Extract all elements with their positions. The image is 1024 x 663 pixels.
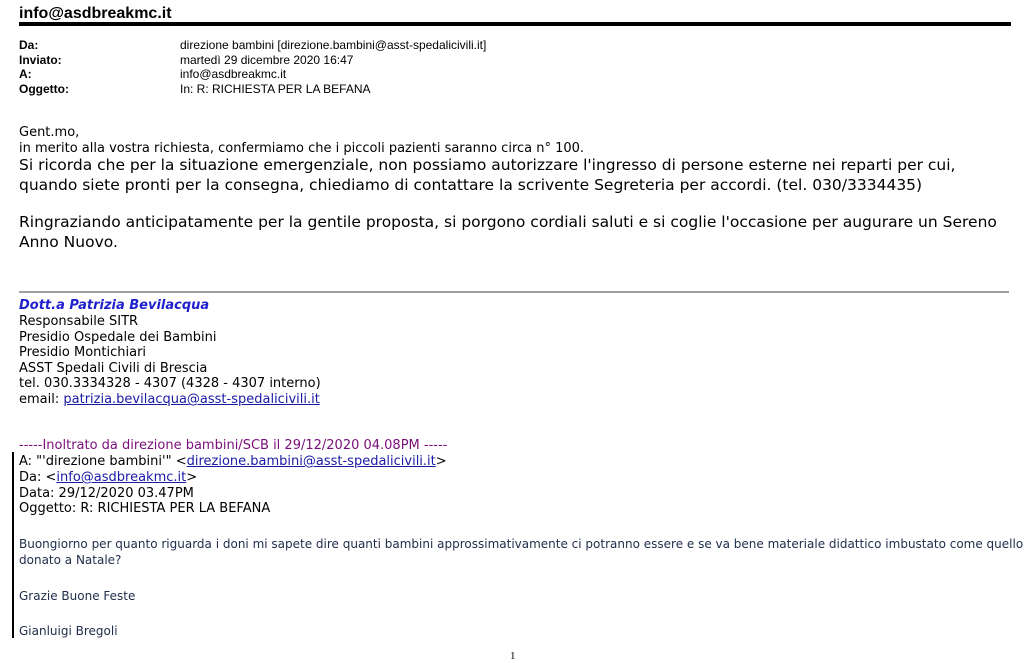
to-value: info@asdbreakmc.it [180, 67, 287, 81]
forward-to-row [19, 454, 447, 469]
forward-from-prefix: Da: < [19, 470, 57, 485]
body-line-5: Anno Nuovo. [19, 233, 118, 251]
signature-line-4: ASST Spedali Civili di Brescia [19, 361, 208, 376]
signature-email-row [19, 392, 320, 407]
quoted-sender: Gianluigi Bregoli [19, 624, 118, 638]
forward-subject: Oggetto: R: RICHIESTA PER LA BEFANA [19, 501, 271, 516]
forward-to-suffix: > [435, 454, 447, 469]
sent-value: martedì 29 dicembre 2020 16:47 [180, 53, 354, 67]
forward-from-email-link[interactable]: info@asdbreakmc.it [56, 470, 187, 485]
signature-name: Dott.a Patrizia Bevilacqua [19, 298, 210, 313]
mailbox-title: info@asdbreakmc.it [19, 5, 172, 22]
from-label: Da: [19, 38, 39, 52]
signature-email-link[interactable]: patrizia.bevilacqua@asst-spedalicivili.it [63, 392, 320, 407]
signature-tel: tel. 030.3334328 - 4307 (4328 - 4307 interno) [19, 376, 321, 391]
quoted-message-line-2: donato a Natale? [19, 553, 122, 567]
body-line-4: Ringraziando anticipatamente per la gentile proposta, si porgono cordiali saluti e si coglie l'occasione per augurare un Sereno [19, 213, 997, 231]
signature-email-label: email: [19, 392, 64, 407]
signature-line-3: Presidio Montichiari [19, 345, 147, 360]
signature-line-2: Presidio Ospedale dei Bambini [19, 330, 217, 345]
forward-to-email-link[interactable]: direzione.bambini@asst-spedalicivili.it [186, 454, 436, 469]
sent-label: Inviato: [19, 53, 62, 67]
page-number: 1 [510, 650, 516, 662]
greeting: Gent.mo, [19, 125, 80, 140]
subject-value: In: R: RICHIESTA PER LA BEFANA [180, 82, 371, 96]
quoted-message-line-1: Buongiorno per quanto riguarda i doni mi sapete dire quanti bambini approssimativamente ci potranno essere e se va bene materiale didattico imbustato come quello [19, 537, 1024, 551]
forward-date: Data: 29/12/2020 03.47PM [19, 486, 194, 501]
signature-role: Responsabile SITR [19, 314, 139, 329]
quoted-closing: Grazie Buone Feste [19, 589, 136, 603]
forward-banner: -----Inoltrato da direzione bambini/SCB il 29/12/2020 04.08PM ----- [19, 438, 448, 453]
signature-divider [19, 291, 1009, 293]
body-line-1: in merito alla vostra richiesta, confermiamo che i piccoli pazienti saranno circa n° 100. [19, 141, 585, 156]
forward-to-prefix: A: "'direzione bambini'" < [19, 454, 187, 469]
body-line-3: quando siete pronti per la consegna, chiediamo di contattare la scrivente Segreteria per accordi. (tel. 030/3334435) [19, 176, 923, 194]
quote-bar [12, 452, 14, 638]
body-line-2: Si ricorda che per la situazione emergenziale, non possiamo autorizzare l'ingresso di persone esterne nei reparti per cui, [19, 156, 956, 174]
header-rule [19, 22, 1011, 26]
subject-label: Oggetto: [19, 82, 69, 96]
forward-from-row [19, 470, 197, 485]
forward-from-suffix: > [186, 470, 198, 485]
from-value: direzione bambini [direzione.bambini@asst-spedalicivili.it] [180, 38, 487, 52]
to-label: A: [19, 67, 32, 81]
